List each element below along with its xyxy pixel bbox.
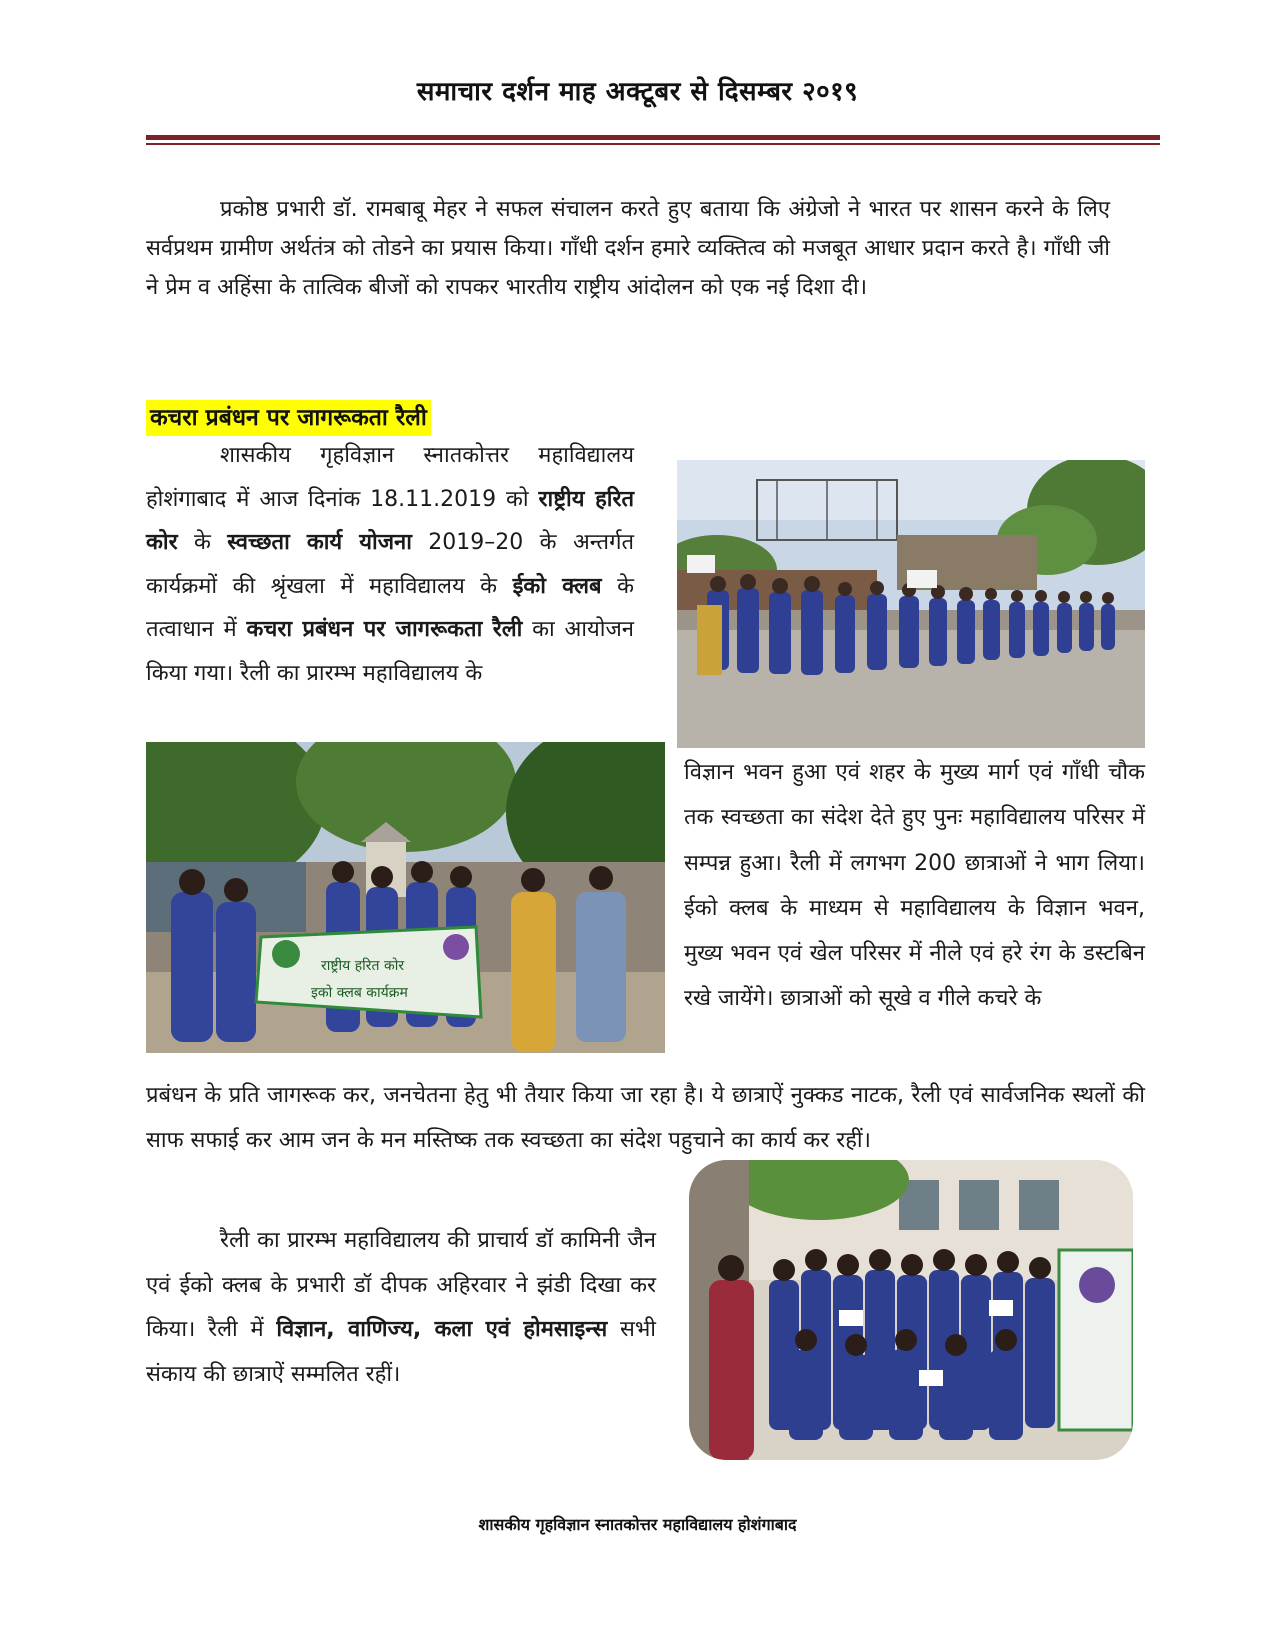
section-heading: कचरा प्रबंधन पर जागरूकता रैली [146,400,431,436]
rally-paragraph-full-width: प्रबंधन के प्रति जागरूक कर, जनचेतना हेतु भी तैयार किया जा रहा है। ये छात्राऐं नुक्कड नाटक, रैली एवं सार्वजनिक स्थलों की साफ सफाई कर आम जन के मन मस्तिष्क तक स्वच्छता का संदेश पहुचाने का कार्य कर रहीं। [146,1083,1145,1153]
banner-rally-photo [146,742,665,1053]
header-rule [146,135,1160,140]
rally-bold-2: स्वच्छता कार्य योजना [227,530,412,555]
rally-paragraph [146,434,634,695]
rally-text-2: के [177,530,228,555]
banner-text-2: इको क्लब कार्यक्रम [311,985,408,1001]
group-photo [689,1160,1133,1460]
rally-text-5: का आयोजन किया गया। रैली का प्रारम्भ महाविद्यालय के [146,617,634,686]
rally-text-3: 2019–20 के अन्तर्गत कार्यक्रमों की श्रृंखला में महाविद्यालय के [146,530,634,599]
rally-bold-3: ईको क्लब [512,573,602,599]
rally-street-photo [677,460,1145,748]
rally-text-4: के तत्वाधान में [146,573,634,642]
flagoff-text-2: सभी संकाय की छात्राऐं सम्मलित रहीं। [146,1317,656,1387]
flagoff-text-1: रैली का प्रारम्भ महाविद्यालय की प्राचार्य डॉ कामिनी जैन एवं ईको क्लब के प्रभारी डॉ दीपक अहिरवार ने झंडी दिखा कर किया। रैली में [146,1228,656,1342]
page-title: समाचार दर्शन माह अक्टूबर से दिसम्बर २०१९ [416,77,859,107]
header-rule-thin [146,143,1160,145]
rally-text-1: शासकीय गृहविज्ञान स्नातकोत्तर महाविद्यालय होशंगाबाद में आज दिनांक 18.11.2019 को [146,443,634,512]
rally-paragraph-continued: विज्ञान भवन हुआ एवं शहर के मुख्य मार्ग एवं गाँधी चौक तक स्वच्छता का संदेश देते हुए पुनः महाविद्यालय परिसर में सम्पन्न हुआ। रैली में लगभग 200 छात्राओं ने भाग लिया। ईको क्लब के माध्यम से महाविद्यालय के विज्ञान भवन, मुख्य भवन एवं खेल परिसर में नीले एवं हरे रंग के डस्टबिन रखे जायेंगे। छात्राओं को सूखे व गीले कचरे के [684,760,1145,1012]
flagoff-paragraph [146,1219,656,1397]
flagoff-bold-1: विज्ञान, वाणिज्य, कला एवं होमसाइन्स [276,1317,608,1342]
rally-bold-4: कचरा प्रबंधन पर जागरूकता रैली [246,617,523,642]
rally-bold-1: राष्ट्रीय हरित कोर [146,486,634,555]
banner-text-1: राष्ट्रीय हरित कोर [321,958,405,974]
footer-institution: शासकीय गृहविज्ञान स्नातकोत्तर महाविद्यालय होशंगाबाद [478,1515,797,1534]
intro-paragraph: प्रकोष्ठ प्रभारी डॉ. रामबाबू मेहर ने सफल संचालन करते हुए बताया कि अंग्रेजो ने भारत पर शासन करने के लिए सर्वप्रथम ग्रामीण अर्थतंत्र को तोडने का प्रयास किया। गाँधी दर्शन हमारे व्यक्तित्व को मजबूत आधार प्रदान करते है। गाँधी जी ने प्रेम व अहिंसा के तात्विक बीजों को रापकर भारतीय राष्ट्रीय आंदोलन को एक नई दिशा दी। [146,197,1110,300]
